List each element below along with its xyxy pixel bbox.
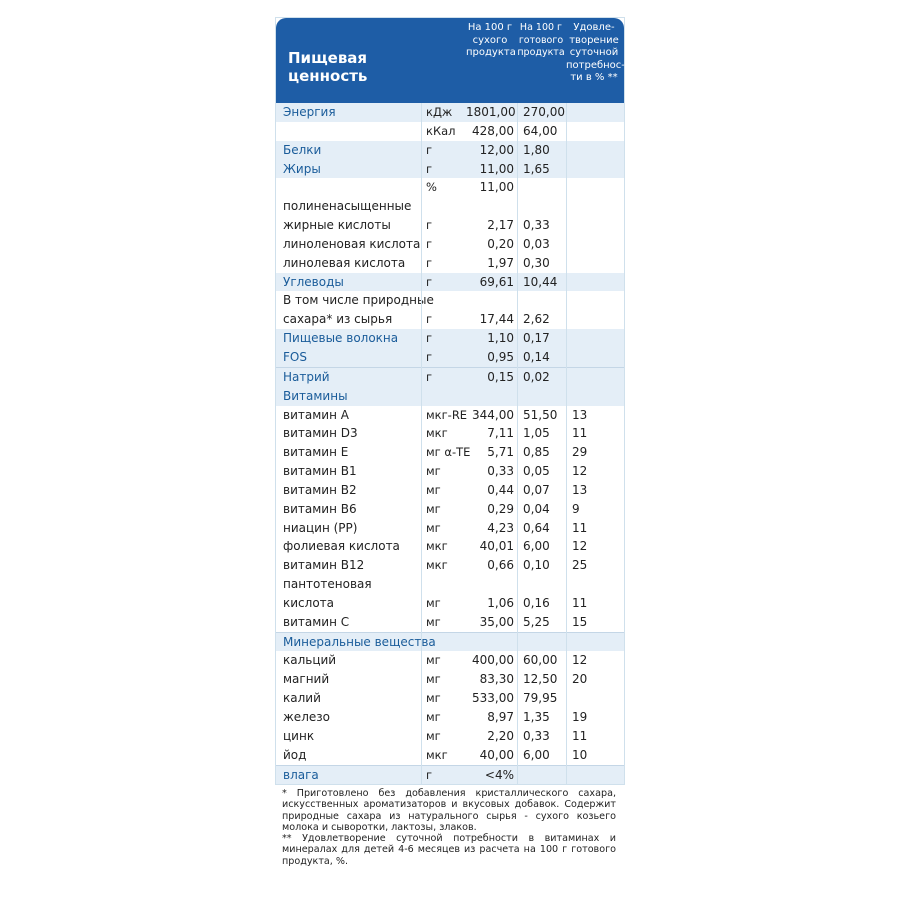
row-value-dry: 7,11: [487, 426, 514, 441]
row-value-dry: 11,00: [479, 161, 514, 176]
row-name: FOS: [283, 349, 307, 364]
row-name: калий: [283, 691, 321, 706]
table-row: [276, 708, 624, 727]
row-value-daily: 20: [572, 672, 588, 687]
row-value-ready: 0,14: [523, 349, 550, 364]
row-value-dry: <4%: [484, 767, 514, 782]
row-value-dry: 69,61: [479, 274, 514, 289]
row-unit: мг: [426, 691, 441, 706]
row-value-dry: 8,97: [487, 710, 514, 724]
row-unit: мг: [426, 595, 441, 610]
row-unit: г: [426, 218, 433, 233]
table-row: [276, 141, 624, 160]
column-header-dry: На 100 г сухого продукта: [466, 22, 516, 58]
row-unit: мг: [426, 710, 441, 724]
row-value-daily: 25: [572, 558, 588, 573]
column-header-ready: На 100 г готового продукта: [517, 22, 565, 58]
row-value-dry: 40,00: [479, 747, 514, 762]
table-row: [276, 216, 624, 235]
row-value-ready: 0,64: [523, 520, 550, 535]
row-name: витамин В1: [283, 464, 357, 479]
row-name: Углеводы: [283, 274, 344, 289]
row-name: пантотеновая: [283, 577, 372, 592]
column-header-daily: Удовле-творение суточной потребнос-ти в % **: [566, 22, 625, 83]
row-unit: г: [426, 349, 433, 364]
table-row: [276, 348, 624, 367]
table-row: [276, 500, 624, 519]
row-name: цинк: [283, 728, 315, 743]
row-value-dry: 1,97: [487, 255, 514, 270]
row-value-ready: 0,85: [523, 445, 550, 460]
row-value-dry: 11,00: [479, 180, 514, 195]
row-name: жирные кислоты: [283, 218, 391, 233]
table-row: [276, 424, 624, 443]
row-name: витамин В12: [283, 558, 365, 573]
table-row: [276, 481, 624, 500]
row-name: витамин С: [283, 614, 350, 629]
row-name: сахара* из сырья: [283, 312, 393, 327]
row-value-dry: 1,10: [487, 331, 514, 346]
row-value-daily: 11: [572, 426, 588, 441]
table-row: [276, 670, 624, 689]
row-name: В том числе природные: [283, 293, 434, 308]
row-unit: мг: [426, 520, 441, 535]
row-value-daily: 12: [572, 653, 588, 668]
footnote-1: * Приготовлено без добавления кристаллического сахара, искусственных ароматизаторов и вкусовых добавок. Содержит природные сахара из натурального сырья - сухого козьего молока и сыворотки, лактозы, злаков.: [282, 788, 616, 833]
row-name: полиненасыщенные: [283, 199, 412, 214]
row-value-dry: 0,20: [487, 236, 514, 251]
row-value-dry: 400,00: [472, 653, 514, 668]
row-value-ready: 64,00: [523, 123, 558, 138]
row-name: витамин В2: [283, 482, 357, 497]
row-unit: г: [426, 767, 433, 782]
table-row: [276, 443, 624, 462]
row-value-daily: 10: [572, 747, 588, 762]
row-value-dry: 12,00: [479, 142, 514, 157]
row-unit: г: [426, 161, 433, 176]
row-value-dry: 40,01: [479, 539, 514, 554]
row-value-ready: 1,05: [523, 426, 550, 441]
row-unit: мкг: [426, 426, 448, 441]
row-value-daily: 29: [572, 445, 588, 460]
table-row: [276, 254, 624, 273]
row-value-ready: 0,10: [523, 558, 550, 573]
row-value-ready: 60,00: [523, 653, 558, 668]
table-title: Пищевая ценность: [288, 49, 368, 85]
row-value-daily: 11: [572, 520, 588, 535]
row-value-dry: 2,20: [487, 728, 514, 743]
row-unit: мкг-RE: [426, 407, 468, 422]
table-row: [276, 291, 624, 310]
row-value-daily: 11: [572, 728, 588, 743]
row-value-dry: 428,00: [472, 123, 514, 138]
row-name: Витамины: [283, 388, 348, 403]
row-value-dry: 0,66: [487, 558, 514, 573]
row-unit: мкг: [426, 539, 448, 554]
row-value-daily: 12: [572, 464, 588, 479]
row-name: кислота: [283, 595, 334, 610]
row-value-daily: 13: [572, 482, 588, 497]
footnotes: [282, 788, 616, 867]
row-value-dry: 83,30: [479, 672, 514, 687]
row-value-dry: 0,33: [487, 464, 514, 479]
table-body: [276, 103, 624, 784]
row-value-dry: 2,17: [487, 218, 514, 233]
table-row: [276, 689, 624, 708]
table-row: [276, 651, 624, 670]
row-value-daily: 9: [572, 501, 580, 516]
row-name: линолевая кислота: [283, 255, 406, 270]
table-row: [276, 594, 624, 613]
row-name: витамин Е: [283, 445, 349, 460]
row-name: кальций: [283, 653, 337, 668]
nutrition-table: [275, 17, 625, 785]
table-row: [276, 746, 624, 765]
row-unit: кДж: [426, 105, 453, 119]
row-name: магний: [283, 672, 330, 687]
row-name: Натрий: [283, 369, 330, 384]
row-name: ниацин (РР): [283, 520, 358, 535]
row-unit: г: [426, 312, 433, 327]
row-name: витамин В6: [283, 501, 357, 516]
table-row: [276, 727, 624, 746]
row-value-ready: 6,00: [523, 747, 550, 762]
row-unit: мг: [426, 728, 441, 743]
row-unit: мг: [426, 464, 441, 479]
row-value-dry: 17,44: [479, 312, 514, 327]
row-value-dry: 35,00: [479, 614, 514, 629]
row-value-ready: 0,05: [523, 464, 550, 479]
row-unit: мг: [426, 653, 441, 668]
row-value-ready: 0,02: [523, 369, 550, 384]
row-name: железо: [283, 710, 330, 724]
column-divider: [566, 103, 567, 784]
table-row: [276, 273, 624, 292]
row-value-daily: 19: [572, 710, 588, 724]
row-value-ready: 0,07: [523, 482, 550, 497]
row-name: йод: [283, 747, 307, 762]
row-value-ready: 79,95: [523, 691, 558, 706]
row-name: Минеральные вещества: [283, 634, 436, 649]
row-value-ready: 51,50: [523, 407, 558, 422]
row-value-ready: 1,80: [523, 142, 550, 157]
row-unit: мг: [426, 482, 441, 497]
table-row: [276, 367, 624, 387]
row-value-ready: 12,50: [523, 672, 558, 687]
row-value-dry: 344,00: [472, 407, 514, 422]
row-unit: г: [426, 142, 433, 157]
row-unit: мкг: [426, 558, 448, 573]
table-row: [276, 765, 624, 785]
row-name: Белки: [283, 142, 322, 157]
row-name: Пищевые волокна: [283, 331, 399, 346]
row-value-daily: 13: [572, 407, 588, 422]
row-unit: мг: [426, 614, 441, 629]
row-value-ready: 0,04: [523, 501, 550, 516]
row-value-dry: 4,23: [487, 520, 514, 535]
row-name: Жиры: [283, 161, 321, 176]
row-unit: г: [426, 255, 433, 270]
table-row: [276, 329, 624, 348]
table-row: [276, 122, 624, 141]
row-value-ready: 0,33: [523, 218, 550, 233]
column-divider: [517, 103, 518, 784]
row-value-dry: 0,29: [487, 501, 514, 516]
table-row: [276, 235, 624, 254]
row-name: витамин D3: [283, 426, 358, 441]
row-name: витамин А: [283, 407, 349, 422]
row-value-dry: 1801,00: [466, 105, 516, 119]
row-unit: %: [426, 180, 437, 195]
table-row: [276, 387, 624, 406]
row-unit: г: [426, 331, 433, 346]
row-value-daily: 15: [572, 614, 588, 629]
row-value-dry: 5,71: [487, 445, 514, 460]
row-unit: мг α-TE: [426, 445, 471, 460]
row-value-ready: 1,65: [523, 161, 550, 176]
table-row: [276, 197, 624, 216]
row-value-daily: 12: [572, 539, 588, 554]
table-row: [276, 632, 624, 652]
row-value-ready: 5,25: [523, 614, 550, 629]
table-row: [276, 178, 624, 197]
row-name: линоленовая кислота: [283, 236, 421, 251]
row-value-ready: 0,03: [523, 236, 550, 251]
table-row: [276, 575, 624, 594]
table-header: [276, 18, 624, 103]
table-row: [276, 103, 624, 122]
row-unit: г: [426, 369, 433, 384]
row-name: фолиевая кислота: [283, 539, 400, 554]
table-row: [276, 537, 624, 556]
table-row: [276, 462, 624, 481]
table-row: [276, 613, 624, 632]
row-value-dry: 0,95: [487, 349, 514, 364]
row-value-ready: 2,62: [523, 312, 550, 327]
footnote-2: ** Удовлетворение суточной потребности в витаминах и минералах для детей 4-6 месяцев из расчета на 100 г готового продукта, %.: [282, 833, 616, 867]
row-name: Энергия: [283, 105, 336, 119]
column-divider: [421, 103, 422, 784]
row-value-dry: 1,06: [487, 595, 514, 610]
table-row: [276, 406, 624, 425]
row-unit: г: [426, 236, 433, 251]
row-value-ready: 6,00: [523, 539, 550, 554]
table-row: [276, 310, 624, 329]
row-name: влага: [283, 767, 319, 782]
row-value-ready: 0,30: [523, 255, 550, 270]
row-value-ready: 270,00: [523, 105, 565, 119]
table-row: [276, 556, 624, 575]
row-unit: г: [426, 274, 433, 289]
row-value-dry: 533,00: [472, 691, 514, 706]
row-unit: кКал: [426, 123, 456, 138]
row-value-daily: 11: [572, 595, 588, 610]
row-unit: мг: [426, 501, 441, 516]
row-unit: мг: [426, 672, 441, 687]
row-value-ready: 0,33: [523, 728, 550, 743]
row-value-ready: 1,35: [523, 710, 550, 724]
row-value-dry: 0,44: [487, 482, 514, 497]
row-unit: мкг: [426, 747, 448, 762]
row-value-ready: 10,44: [523, 274, 558, 289]
row-value-ready: 0,16: [523, 595, 550, 610]
row-value-ready: 0,17: [523, 331, 550, 346]
row-value-dry: 0,15: [487, 369, 514, 384]
table-row: [276, 160, 624, 179]
table-row: [276, 519, 624, 538]
